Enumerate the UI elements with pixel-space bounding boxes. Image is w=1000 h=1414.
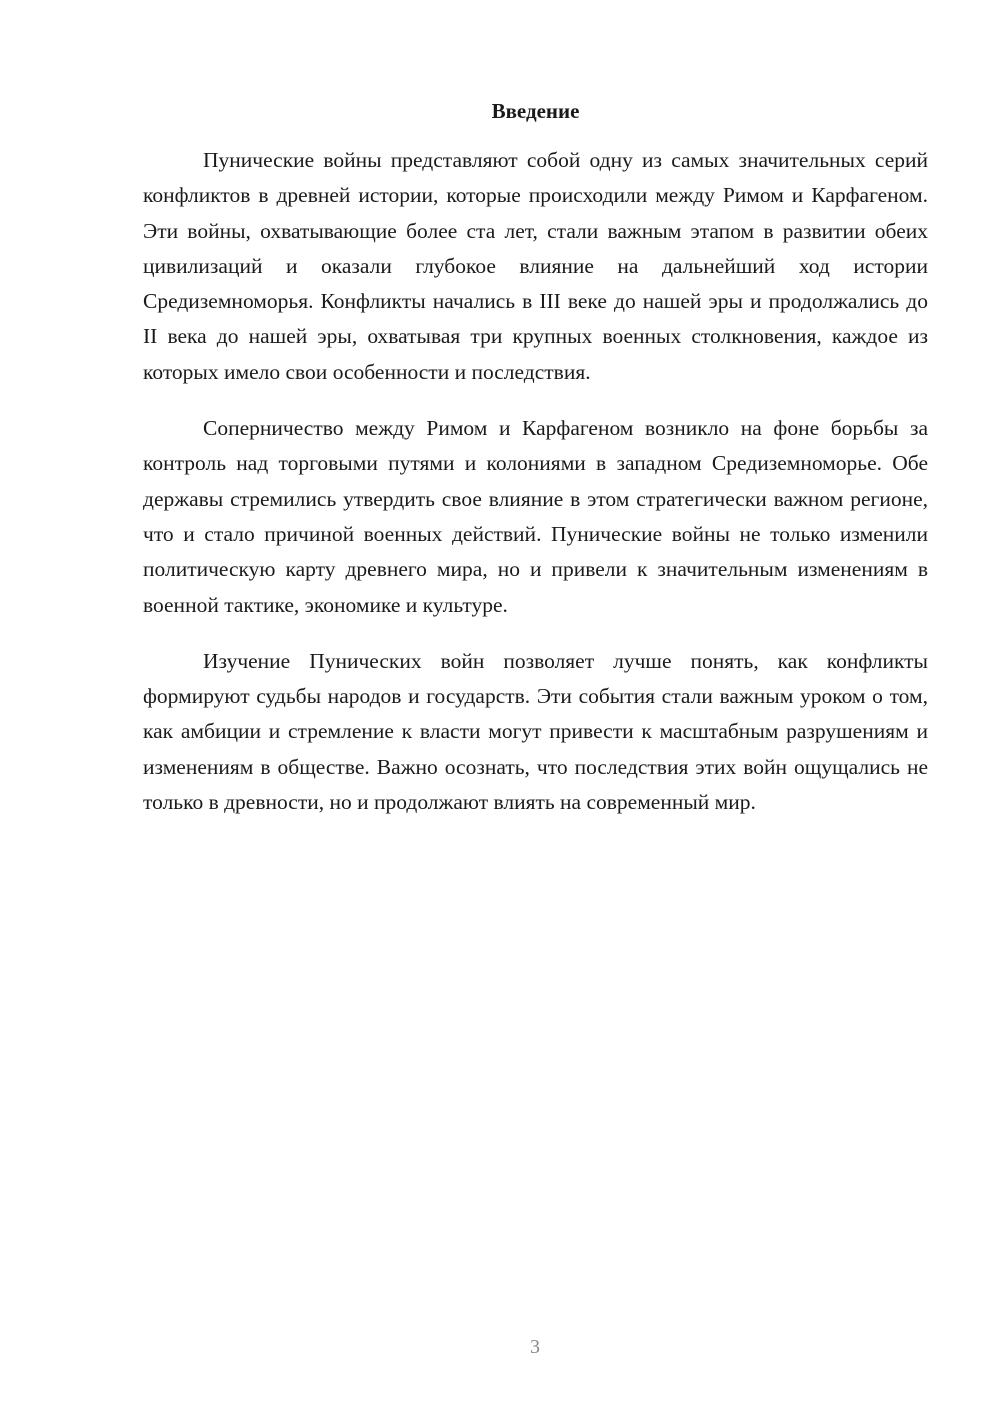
body-text — [143, 143, 928, 841]
section-heading: Введение — [491, 99, 580, 123]
paragraph-3: Изучение Пунических войн позволяет лучше понять, как конфликты формируют судьбы народов и государств. Эти события стали важным уроком о том, как амбиции и стремление к власти могут привести к масштабным разрушениям и изменениям в обществе. Важно осознать, что последствия этих войн ощущались не только в древности, но и продолжают влиять на современный мир. — [143, 648, 928, 815]
paragraph-1: Пунические войны представляют собой одну из самых значительных серий конфликтов в древней истории, которые происходили между Римом и Карфагеном. Эти войны, охватывающие более ста лет, стали важным этапом в развитии обеих цивилизаций и оказали глубокое влияние на дальнейший ход истории Средиземноморья. Конфликты начались в III веке до нашей эры и продолжались до II века до нашей эры, охватывая три крупных военных столкновения, каждое из которых имело свои особенности и последствия. — [143, 148, 928, 384]
page-number: 3 — [530, 1336, 540, 1358]
paragraph-2: Соперничество между Римом и Карфагеном возникло на фоне борьбы за контроль над торговыми путями и колониями в западном Средиземноморье. Обе державы стремились утвердить свое влияние в этом стратегически важном регионе, что и стало причиной военных действий. Пунические войны не только изменили политическую карту древнего мира, но и привели к значительным изменениям в военной тактике, экономике и культуре. — [143, 416, 928, 617]
